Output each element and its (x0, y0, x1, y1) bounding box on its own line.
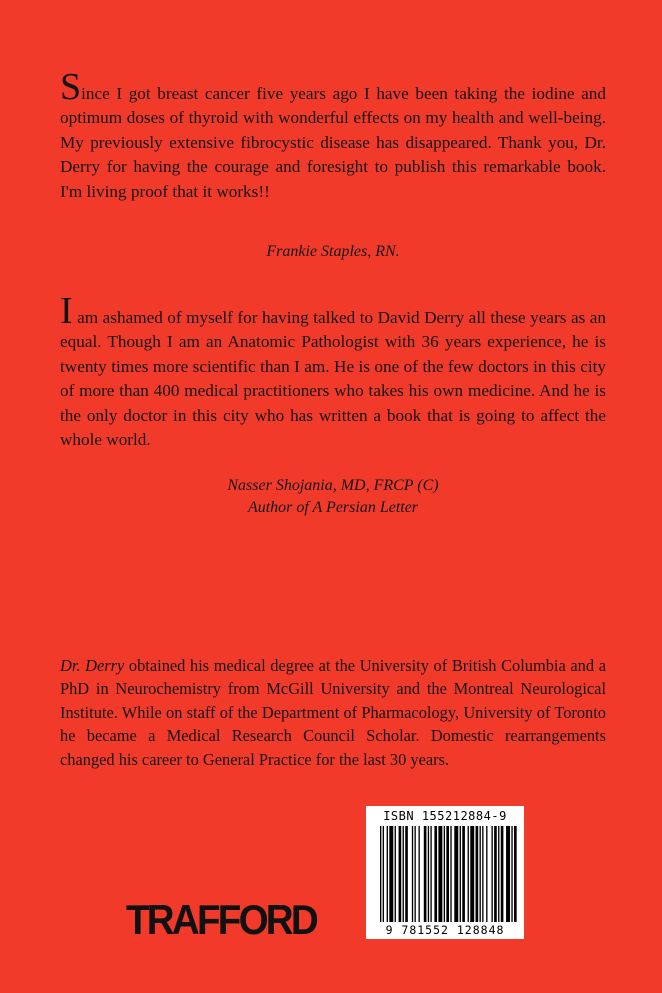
barcode-bar (418, 826, 419, 922)
barcode-bar (468, 826, 469, 922)
ean-digits: 9 781552 128848 (385, 923, 505, 937)
barcode-bar (460, 826, 461, 922)
barcode-bar (387, 826, 388, 922)
barcode-bar (434, 826, 437, 922)
barcode-bar (486, 826, 487, 922)
testimonial-2-body: am ashamed of myself for having talked to David Derry all these years as an equal. Though I am an Anatomic Pathologist with 36 years experience, he is twenty times more scientific than I am. He is one of the few doctors in this city of more than 400 medical practitioners who takes his own medicine. And he is the only doctor in this city who has written a book that is going to affect the whole world. (60, 308, 606, 450)
barcode-bar (476, 826, 479, 922)
bio-text: obtained his medical degree at the University of British Columbia and a PhD in Neurochemistry from McGill University and the Montreal Neurological Institute. While on staff of the Department of Pharmacology, University of Toronto he became a Medical Research Council Scholar. Domestic rearrangements changed his career to General Practice for the last 30 years. (60, 656, 606, 769)
barcode-bar (511, 826, 512, 922)
testimonial-2-text (60, 290, 606, 452)
barcode-bar (430, 826, 431, 922)
isbn-label: ISBN 155212884-9 (383, 809, 507, 823)
barcode-bar (454, 826, 458, 922)
barcode-bar (501, 826, 504, 922)
barcode-bar (462, 826, 465, 922)
testimonial-2-author: Nasser Shojania, MD, FRCP (C) (227, 477, 439, 494)
barcode-bar (405, 826, 408, 922)
barcode-bar (412, 826, 413, 922)
barcode-bar (438, 826, 442, 922)
bio-name: Dr. Derry (60, 656, 125, 675)
testimonial-2-initial: I (60, 290, 73, 332)
barcode-bar (395, 826, 396, 922)
trafford-logo-text: TRAFFORD (126, 896, 318, 940)
barcode-bar (498, 826, 499, 922)
testimonial-1-author: Frankie Staples, RN. (266, 243, 400, 260)
barcode-bar (403, 826, 404, 922)
barcode-bar (470, 826, 474, 922)
barcode-bar (415, 826, 416, 922)
barcode-bar (450, 826, 451, 922)
barcode-bar (506, 826, 510, 922)
barcode-bar (428, 826, 429, 922)
author-bio (60, 654, 606, 771)
barcode-bar (444, 826, 445, 922)
barcode-bar (446, 826, 449, 922)
barcode-bar (482, 826, 483, 922)
testimonial-1-body: ince I got breast cancer five years ago I have been taking the iodine and optimum doses of thyroid with wonderful effects on my health and well-being. My previously extensive fibrocystic disease has disappeared. Thank you, Dr. Derry for having the courage and foresight to publish this remarkable book. I'm living proof that it works!! (60, 84, 606, 201)
barcode-bar (424, 826, 427, 922)
barcode-bar (494, 826, 497, 922)
trafford-logo (126, 896, 318, 940)
testimonial-2-author-note: Author of A Persian Letter (247, 499, 419, 516)
barcode-bars (380, 826, 518, 922)
barcode-bar (514, 826, 517, 922)
barcode-bar (491, 826, 492, 922)
barcode-bar (389, 826, 393, 922)
barcode-bar (380, 826, 381, 922)
testimonial-1-initial: S (60, 66, 82, 108)
isbn-barcode (366, 806, 524, 939)
testimonial-1-text (60, 66, 606, 204)
barcode-bar (383, 826, 384, 922)
barcode-bar (399, 826, 402, 922)
barcode-bar (480, 826, 481, 922)
